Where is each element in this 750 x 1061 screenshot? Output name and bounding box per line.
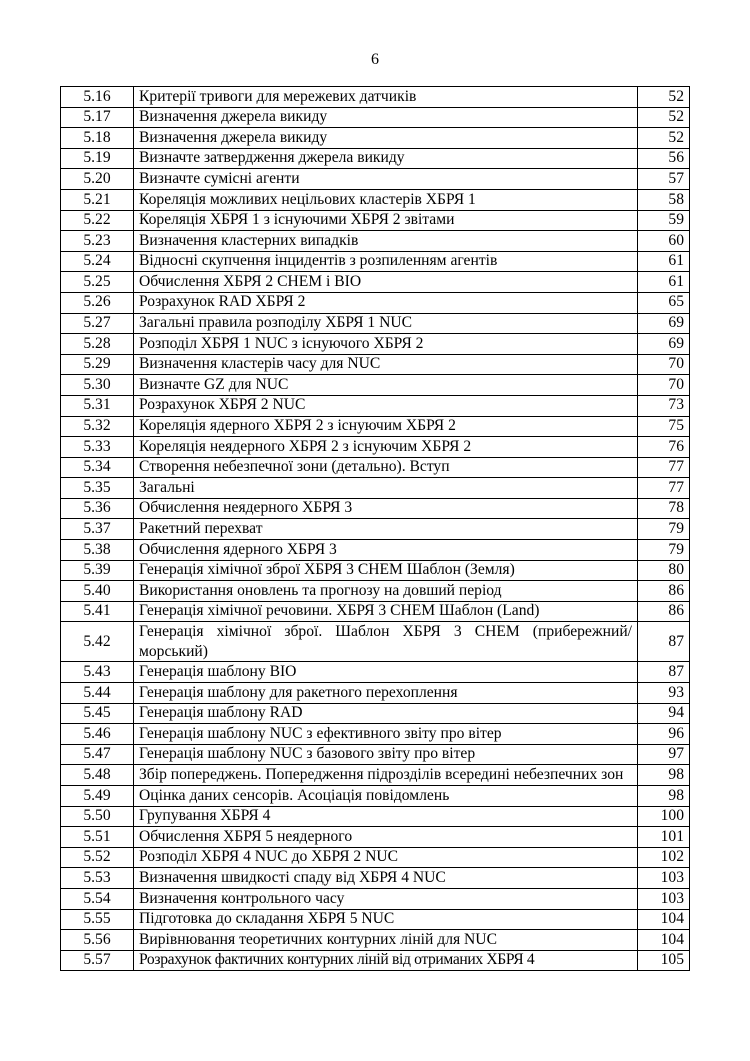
section-title: Оцінка даних сенсорів. Асоціація повідомлень	[134, 786, 638, 807]
page-ref: 87	[638, 622, 690, 662]
table-row	[61, 662, 690, 683]
section-title: Обчислення ХБРЯ 2 CHEM і BIO	[134, 272, 638, 293]
page-ref: 57	[638, 169, 690, 190]
section-number: 5.29	[61, 354, 134, 375]
section-title: Розрахунок ХБРЯ 2 NUC	[134, 395, 638, 416]
table-row	[61, 724, 690, 745]
page-ref: 70	[638, 354, 690, 375]
table-row	[61, 744, 690, 765]
section-title: Кореляція неядерного ХБРЯ 2 з існуючим ХБРЯ 2	[134, 437, 638, 458]
table-row	[61, 231, 690, 252]
section-number: 5.46	[61, 724, 134, 745]
table-row	[61, 87, 690, 108]
section-title: Визначте затвердження джерела викиду	[134, 148, 638, 169]
section-title: Підготовка до складання ХБРЯ 5 NUC	[134, 909, 638, 930]
table-row	[61, 437, 690, 458]
section-title: Кореляція можливих нецільових кластерів ХБРЯ 1	[134, 189, 638, 210]
section-number: 5.31	[61, 395, 134, 416]
page-ref: 86	[638, 601, 690, 622]
table-row	[61, 703, 690, 724]
page-ref: 61	[638, 251, 690, 272]
section-number: 5.57	[61, 950, 134, 971]
section-number: 5.22	[61, 210, 134, 231]
section-title: Визначте GZ для NUC	[134, 375, 638, 396]
table-row	[61, 622, 690, 662]
page-number: 6	[371, 51, 379, 68]
page-ref: 61	[638, 272, 690, 293]
table-row	[61, 416, 690, 437]
section-number: 5.48	[61, 765, 134, 786]
section-number: 5.49	[61, 786, 134, 807]
page-ref: 93	[638, 683, 690, 704]
section-title: Відносні скупчення інцидентів з розпиленням агентів	[134, 251, 638, 272]
section-number: 5.17	[61, 107, 134, 128]
section-number: 5.25	[61, 272, 134, 293]
page-ref: 73	[638, 395, 690, 416]
page-ref: 102	[638, 847, 690, 868]
section-title: Використання оновлень та прогнозу на довший період	[134, 581, 638, 602]
page-ref: 94	[638, 703, 690, 724]
table-row	[61, 806, 690, 827]
section-number: 5.41	[61, 601, 134, 622]
section-number: 5.39	[61, 560, 134, 581]
table-row	[61, 498, 690, 519]
page-ref: 78	[638, 498, 690, 519]
page-ref: 87	[638, 662, 690, 683]
table-row	[61, 909, 690, 930]
table-row	[61, 375, 690, 396]
table-row	[61, 581, 690, 602]
section-title: Створення небезпечної зони (детально). Вступ	[134, 457, 638, 478]
section-number: 5.24	[61, 251, 134, 272]
section-title: Кореляція ХБРЯ 1 з існуючими ХБРЯ 2 звітами	[134, 210, 638, 231]
table-row	[61, 313, 690, 334]
section-title: Визначте сумісні агенти	[134, 169, 638, 190]
page-ref: 103	[638, 868, 690, 889]
section-number: 5.45	[61, 703, 134, 724]
section-number: 5.54	[61, 888, 134, 909]
table-row	[61, 950, 690, 971]
page-ref: 80	[638, 560, 690, 581]
section-title: Генерація хімічної зброї ХБРЯ 3 CHEM Шаблон (Земля)	[134, 560, 638, 581]
table-row	[61, 540, 690, 561]
table-row	[61, 272, 690, 293]
section-title: Обчислення ядерного ХБРЯ 3	[134, 540, 638, 561]
section-title: Критерії тривоги для мережевих датчиків	[134, 87, 638, 108]
section-number: 5.42	[61, 622, 134, 662]
page-ref: 104	[638, 909, 690, 930]
table-row	[61, 334, 690, 355]
section-title: Розподіл ХБРЯ 4 NUC до ХБРЯ 2 NUC	[134, 847, 638, 868]
section-title: Ракетний перехват	[134, 519, 638, 540]
section-title: Розрахунок фактичних контурних ліній від отриманих ХБРЯ 4	[134, 950, 638, 971]
table-row	[61, 888, 690, 909]
section-title: Генерація хімічної речовини. ХБРЯ 3 CHEM Шаблон (Land)	[134, 601, 638, 622]
section-title: Групування ХБРЯ 4	[134, 806, 638, 827]
page-ref: 60	[638, 231, 690, 252]
table-row	[61, 210, 690, 231]
section-number: 5.50	[61, 806, 134, 827]
section-number: 5.44	[61, 683, 134, 704]
section-number: 5.20	[61, 169, 134, 190]
table-row	[61, 683, 690, 704]
table-row	[61, 251, 690, 272]
page-ref: 69	[638, 313, 690, 334]
table-row	[61, 128, 690, 149]
section-number: 5.36	[61, 498, 134, 519]
section-number: 5.32	[61, 416, 134, 437]
page-ref: 58	[638, 189, 690, 210]
page-ref: 69	[638, 334, 690, 355]
page-ref: 77	[638, 478, 690, 499]
page-ref: 98	[638, 786, 690, 807]
section-title: Визначення швидкості спаду від ХБРЯ 4 NUC	[134, 868, 638, 889]
page-ref: 56	[638, 148, 690, 169]
page-ref: 100	[638, 806, 690, 827]
section-number: 5.43	[61, 662, 134, 683]
table-row	[61, 457, 690, 478]
section-title: Обчислення неядерного ХБРЯ 3	[134, 498, 638, 519]
page-ref: 52	[638, 128, 690, 149]
page-ref: 97	[638, 744, 690, 765]
page-ref: 98	[638, 765, 690, 786]
section-number: 5.35	[61, 478, 134, 499]
section-title: Генерація шаблону NUC з ефективного звіту про вітер	[134, 724, 638, 745]
section-title: Загальні	[134, 478, 638, 499]
section-number: 5.27	[61, 313, 134, 334]
section-title: Збір попереджень. Попередження підрозділів всередині небезпечних зон	[134, 765, 638, 786]
section-title: Генерація шаблону для ракетного перехоплення	[134, 683, 638, 704]
section-number: 5.16	[61, 87, 134, 108]
page-ref: 70	[638, 375, 690, 396]
table-row	[61, 292, 690, 313]
section-number: 5.52	[61, 847, 134, 868]
section-title: Обчислення ХБРЯ 5 неядерного	[134, 827, 638, 848]
page-ref: 101	[638, 827, 690, 848]
table-row	[61, 189, 690, 210]
section-title: Розрахунок RAD ХБРЯ 2	[134, 292, 638, 313]
table-of-contents	[60, 86, 690, 971]
section-title: Визначення кластерів часу для NUC	[134, 354, 638, 375]
page-ref: 52	[638, 107, 690, 128]
section-number: 5.21	[61, 189, 134, 210]
page-ref: 75	[638, 416, 690, 437]
page-ref: 79	[638, 540, 690, 561]
table-row	[61, 930, 690, 951]
toc-body	[61, 87, 690, 971]
section-title: Генерація хімічної зброї. Шаблон ХБРЯ 3 CHEM (прибережний/ морський)	[134, 622, 638, 662]
section-number: 5.18	[61, 128, 134, 149]
page-ref: 79	[638, 519, 690, 540]
page-ref: 104	[638, 930, 690, 951]
page-ref: 103	[638, 888, 690, 909]
section-number: 5.19	[61, 148, 134, 169]
table-row	[61, 868, 690, 889]
section-number: 5.40	[61, 581, 134, 602]
section-title: Вирівнювання теоретичних контурних ліній для NUC	[134, 930, 638, 951]
section-number: 5.30	[61, 375, 134, 396]
table-row	[61, 847, 690, 868]
section-number: 5.38	[61, 540, 134, 561]
page-ref: 77	[638, 457, 690, 478]
section-title: Генерація шаблону RAD	[134, 703, 638, 724]
section-number: 5.51	[61, 827, 134, 848]
table-row	[61, 827, 690, 848]
page-ref: 86	[638, 581, 690, 602]
page-ref: 59	[638, 210, 690, 231]
section-number: 5.26	[61, 292, 134, 313]
section-title: Визначення джерела викиду	[134, 128, 638, 149]
section-number: 5.53	[61, 868, 134, 889]
table-row	[61, 519, 690, 540]
section-title: Генерація шаблону NUC з базового звіту про вітер	[134, 744, 638, 765]
section-number: 5.33	[61, 437, 134, 458]
table-row	[61, 601, 690, 622]
table-row	[61, 169, 690, 190]
section-number: 5.34	[61, 457, 134, 478]
section-number: 5.56	[61, 930, 134, 951]
section-number: 5.47	[61, 744, 134, 765]
section-title: Генерація шаблону BIO	[134, 662, 638, 683]
table-row	[61, 786, 690, 807]
table-row	[61, 765, 690, 786]
section-title: Визначення кластерних випадків	[134, 231, 638, 252]
page-ref: 52	[638, 87, 690, 108]
page-ref: 105	[638, 950, 690, 971]
page-ref: 96	[638, 724, 690, 745]
section-number: 5.28	[61, 334, 134, 355]
table-row	[61, 395, 690, 416]
table-row	[61, 354, 690, 375]
section-title: Загальні правила розподілу ХБРЯ 1 NUC	[134, 313, 638, 334]
table-row	[61, 107, 690, 128]
table-row	[61, 148, 690, 169]
section-title: Кореляція ядерного ХБРЯ 2 з існуючим ХБРЯ 2	[134, 416, 638, 437]
page-ref: 65	[638, 292, 690, 313]
table-row	[61, 478, 690, 499]
section-number: 5.37	[61, 519, 134, 540]
section-title: Визначення контрольного часу	[134, 888, 638, 909]
section-number: 5.23	[61, 231, 134, 252]
section-title: Розподіл ХБРЯ 1 NUC з існуючого ХБРЯ 2	[134, 334, 638, 355]
section-title: Визначення джерела викиду	[134, 107, 638, 128]
page-ref: 76	[638, 437, 690, 458]
section-number: 5.55	[61, 909, 134, 930]
table-row	[61, 560, 690, 581]
